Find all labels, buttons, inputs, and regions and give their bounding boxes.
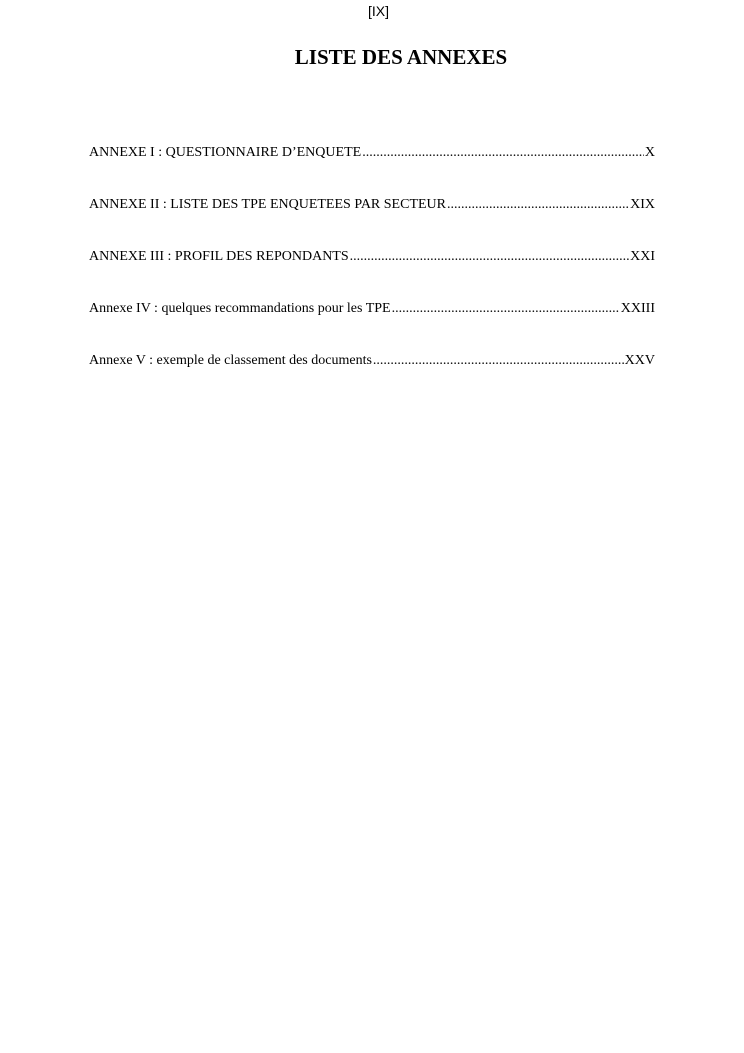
toc-entry-annexe-3[interactable] [89, 247, 655, 267]
toc-entry-label: ANNEXE I : QUESTIONNAIRE D’ENQUETE [89, 145, 362, 160]
page-number: [IX] [367, 3, 389, 19]
toc-entry-page: XIX [630, 197, 655, 212]
toc-entry-label: Annexe V : exemple de classement des documents [89, 353, 372, 368]
toc-entry-label: ANNEXE III : PROFIL DES REPONDANTS [89, 249, 349, 264]
toc-entry-page: XXIII [620, 301, 655, 316]
dot-leader [350, 247, 629, 267]
page-title: LISTE DES ANNEXES [294, 45, 508, 69]
dot-leader [447, 195, 629, 215]
toc-entry-annexe-2[interactable] [89, 195, 655, 215]
toc-entry-page: XXI [630, 249, 655, 264]
dot-leader [373, 351, 624, 371]
toc-entry-annexe-1[interactable] [89, 143, 655, 163]
toc-entry-label: Annexe IV : quelques recommandations pour les TPE [89, 301, 391, 316]
dot-leader [392, 299, 620, 319]
toc-entry-page: X [644, 145, 655, 160]
dot-leader [362, 143, 644, 163]
toc-entry-page: XXV [624, 353, 655, 368]
toc-entry-annexe-5[interactable] [89, 351, 655, 371]
annex-list [89, 143, 655, 403]
toc-entry-label: ANNEXE II : LISTE DES TPE ENQUETEES PAR SECTEUR [89, 197, 446, 212]
toc-entry-annexe-4[interactable] [89, 299, 655, 319]
